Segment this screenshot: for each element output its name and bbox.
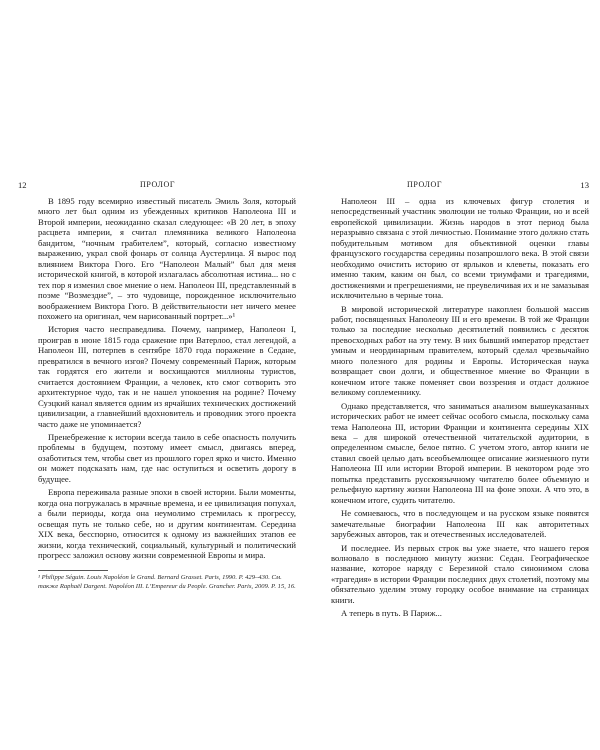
left-page [18,180,296,591]
right-running-header [311,180,589,194]
left-body-text [18,196,296,560]
left-page-number: 12 [18,180,27,190]
paragraph: В мировой исторической литературе накоплен большой массив работ, посвященных Наполеону III и его времени. В той же Франции только за последние несколько десятилетий появились с десяток превосходных работ на эту тему. В них бывший император предстает умным и неординарным правителем, который сделал чрезвычайно много полезного для родины и Европы. Историческая наука возвращает свои долги, и общественное мнение во Франции в конечном итоге также поменяет свои воззрения и отдаст должное великому соплеменнику. [331,303,589,398]
paragraph: Пренебрежение к истории всегда таило в себе опасность получить проблемы в будущем, поэтому имеет смысл, двигаясь вперед, озаботиться тем, чтобы свет из прошлого горел ярко и чисто. Именно он может подсказать нам, где нас оступиться и осветить дорогу в будущее. [38,431,296,484]
footnote-rule [38,570,296,590]
paragraph: Наполеон III – одна из ключевых фигур столетия и непосредственный участник эволюции не только Франции, но и всей европейской цивилизации. Жизнь народов в этот период была неразрывно связана с этой личностью. Понимание этого должно стать побудительным мотивом для объективной оценки главы французского государства середины позапрошлого века. В этой связи необходимо очистить историю от ярлыков и клеветы, показать его именно таким, каким он был, со всеми триумфами и трагедиями, достижениями и прегрешениями, не преувеличивая их и не замазывая исключительно в черные тона. [331,196,589,301]
right-page-number: 13 [580,180,589,190]
right-running-title: ПРОЛОГ [407,180,443,189]
paragraph: А теперь в путь. В Париж... [341,608,442,619]
paragraph: В 1895 году всемирно известный писатель Эмиль Золя, который много лет был одним из убежденных критиков Наполеона III и Второй империи, неожиданно сказал следующее: «В 20 лет, в эпоху расцвета империи, я считал племянника великого Наполеона бандитом, “ночным грабителем”, который, согласно известному выражению, украл свой фонарь от солнца Аустерлица. Я вырос под влиянием Виктора Гюго. Его “Наполеон Малый” был для меня исторической книгой, в которой излагалась абсолютная истина... но с тех пор я изменил свое мнение о нем. Наполеон III, представленный в поэме “Возмездие”, – это чудовище, порожденное исключительно воображением Виктора Гюго. В действительности нет ничего менее похожего на оригинал, чем нарисованный портрет...»¹ [38,196,296,321]
paragraph: Не сомневаюсь, что в последующем и на русском языке появятся замечательные биографии Наполеона III как авторитетных зарубежных авторов, так и отечественных исследователей. [331,508,589,540]
paragraph: И последнее. Из первых строк вы уже знаете, что нашего героя волновало в последнюю минуту жизни: Седан. Географическое название, которое наряду с Березиной стало синонимом слова «трагедия» в истории Франции последних двух столетий, поэтому мы обязательно уделим этому городку особое внимание на страницах книги. [331,542,589,605]
right-page [311,180,589,619]
paragraph: Однако представляется, что заниматься анализом вышеуказанных исторических работ не имеет сейчас особого смысла, поскольку сама тема Наполеона III, истории Франции и континента середины XIX века – для широкой отечественной читательской аудитории, в определенном смысле, белое пятно. С учетом этого, автор книги не ставил своей целью дать всеобъемлющее описание жизненного пути Наполеона III или истории Второй империи. В некотором роде это попытка представить русскоязычному читателю более объемную и рельефную картину жизни Наполеона III на фоне эпохи. А что это, в конечном итоге, судить читателю. [331,400,589,505]
left-running-header [18,180,296,194]
footnote: ¹ Philippe Séguin. Louis Napoléon le Grand. Bernard Grasset. Paris, 1990. P. 429–430. См. также Raphaël Dargent. Napoléon III. L’Empereur du People. Grancher. Paris, 2009. P. 15, 16. [38,574,296,590]
paragraph: История часто несправедлива. Почему, например, Наполеон I, проиграв в июне 1815 года сражение при Ватерлоо, стал легендой, а Наполеон III, потерпев в сентябре 1870 года поражение в Седане, превратился в вечного изгоя? Почему современный Париж, которым так гордятся его жители и восхищаются миллионы туристов, считается достоянием Франции, а человек, кто смог сотворить это архитектурное чудо, так и не нашел упокоения на родине? Почему Суэцкий канал является одним из ярчайших технических достижений цивилизации, а главнейший вдохновитель и проводник этого проекта часто даже не упоминается? [38,324,296,429]
paragraph: Европа переживала разные эпохи в своей истории. Были моменты, когда она погружалась в мрачные времена, и ее цивилизация попухал, а были периоды, когда она неумолимо стремилась к прогрессу, освещая путь не только себе, но и другим континентам. Середина XIX века, бесспорно, относится к одному из важнейших этапов ее жизни, когда технический, социальный, культурный и политический прогресс заложил основу жизни современной Европы и мира. [38,487,296,560]
right-body-text [311,196,589,619]
left-running-title: ПРОЛОГ [140,180,176,189]
